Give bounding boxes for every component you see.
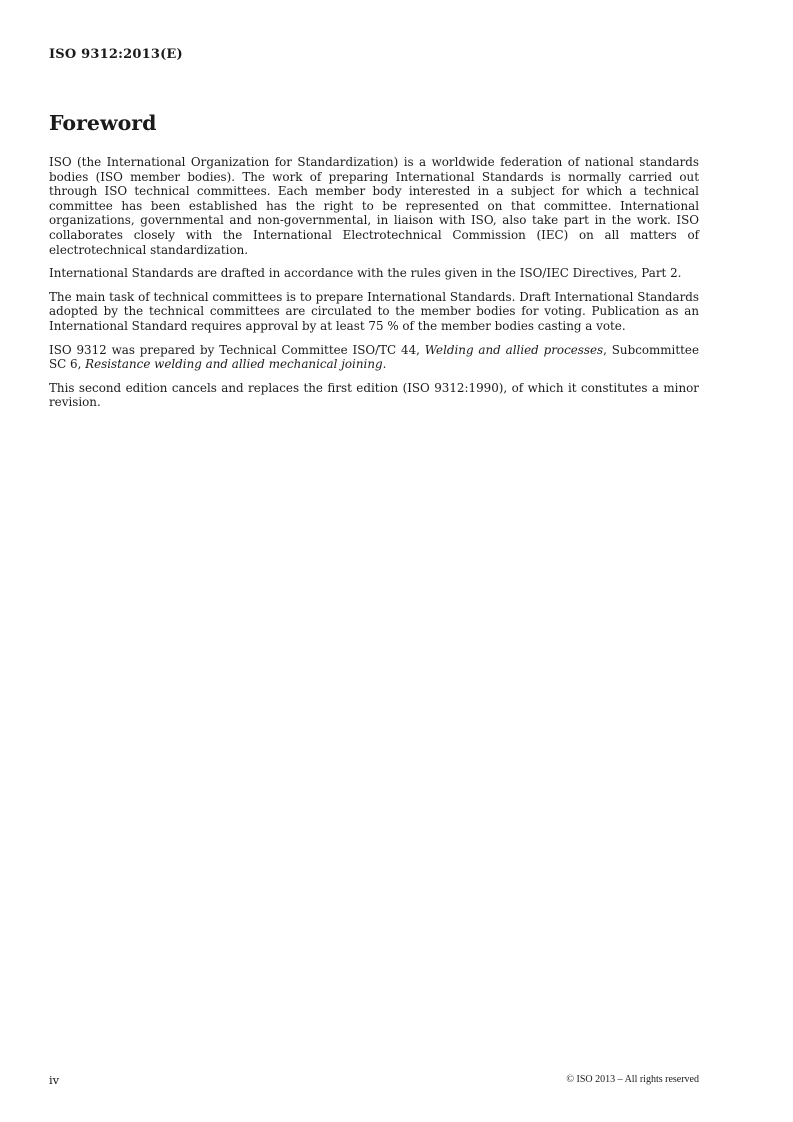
section-title: Foreword (49, 111, 157, 135)
prepared-by-text-3: . (382, 357, 387, 372)
paragraph-edition: This second edition cancels and replaces the first edition (ISO 9312:1990), of which it constitutes a minor revision. (49, 380, 699, 410)
paragraph-iso-intro: ISO (the International Organization for Standardization) is a worldwide federation of national standards bodies (ISO member bodies). The work of preparing International Standards is normally carried out through ISO technical committees. Each member body interested in a subject for which a technical committee has been established has the right to be represented on that committee. International organizations, governmental and non-governmental, in liaison with ISO, also take part in the work. ISO collaborates closely with the International Electrotechnical Commission (IEC) on all matters of electrotechnical standardization. (49, 155, 699, 257)
paragraph-committee-task: The main task of technical committees is to prepare International Standards. Draft International Standards adopted by the technical committees are circulated to the member bodies for voting. Publication as an International Standard requires approval by at least 75 % of the member bodies casting a vote. (49, 289, 699, 333)
committee-title: Welding and allied processes (424, 342, 604, 357)
page-number: iv (49, 1073, 60, 1087)
copyright-notice: © ISO 2013 – All rights reserved (566, 1074, 699, 1085)
subcommittee-title: Resistance welding and allied mechanical joining (85, 357, 383, 372)
paragraph-directives: International Standards are drafted in accordance with the rules given in the ISO/IEC Directives, Part 2. (49, 266, 682, 281)
document-id: ISO 9312:2013(E) (49, 47, 183, 62)
prepared-by-text-2: , Subcommittee SC 6, (49, 342, 699, 372)
prepared-by-text-1: ISO 9312 was prepared by Technical Committee ISO/TC 44, (49, 342, 425, 357)
paragraph-prepared-by (49, 343, 699, 372)
foreword-body (49, 155, 699, 419)
